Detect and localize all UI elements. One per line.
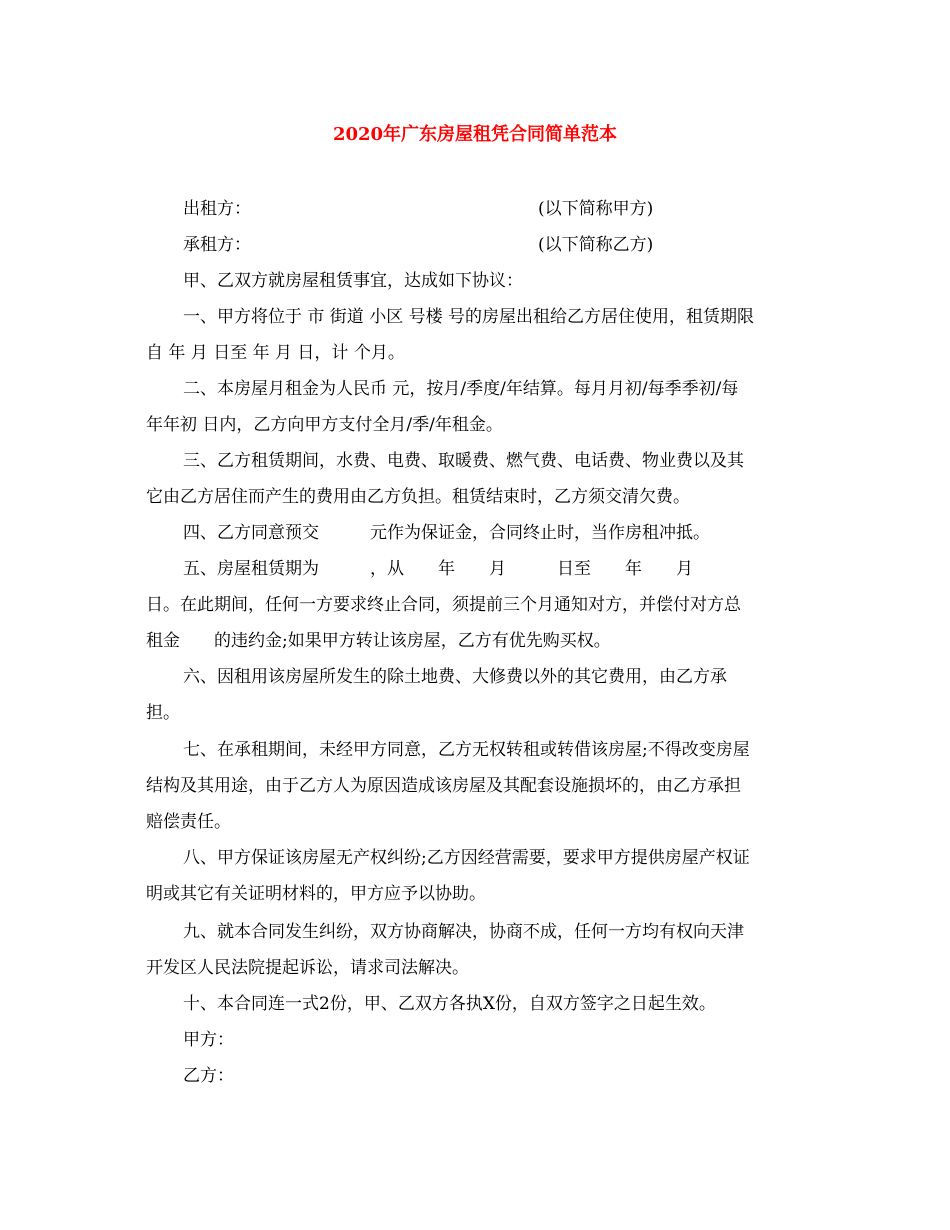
- lessee-label: 承租方：: [183, 235, 251, 255]
- clause8-line2: 明或其它有关证明材料的，甲方应予以协助。: [146, 884, 486, 904]
- clause1-line2: 自 年 月 日至 年 月 日，计 个月。: [146, 343, 405, 363]
- lessee-line: [183, 233, 251, 257]
- signature-party-b: 乙方：: [183, 1066, 234, 1086]
- clause5-line1: 五、房屋租赁期为 ，从 年 月 日至 年 月: [183, 559, 693, 579]
- clause10-line1: 十、本合同连一式2份，甲、乙双方各执X份，自双方签字之日起生效。: [183, 994, 716, 1014]
- clause9-line2: 开发区人民法院提起诉讼，请求司法解决。: [146, 958, 469, 978]
- clause7-line3: 赔偿责任。: [146, 812, 231, 832]
- clause5-line2: 日。在此期间，任何一方要求终止合同，须提前三个月通知对方，并偿付对方总: [146, 595, 741, 615]
- lessor-note: (以下简称甲方): [538, 199, 654, 219]
- clause3-line1: 三、乙方租赁期间，水费、电费、取暖费、燃气费、电话费、物业费以及其: [183, 451, 744, 471]
- signature-party-a: 甲方：: [183, 1030, 234, 1050]
- document-title: 2020年广东房屋租凭合同简单范本: [332, 124, 618, 145]
- clause2-line1: 二、本房屋月租金为人民币 元，按月/季度/年结算。每月月初/每季季初/每: [183, 379, 739, 399]
- lessor-label: 出租方：: [183, 199, 251, 219]
- lessor-line: [183, 197, 251, 221]
- lessee-note: (以下简称乙方): [538, 235, 654, 255]
- clause4-line1: 四、乙方同意预交 元作为保证金，合同终止时，当作房租冲抵。: [183, 523, 710, 543]
- clause1-line1: 一、甲方将位于 市 街道 小区 号楼 号的房屋出租给乙方居住使用，租赁期限: [183, 307, 755, 327]
- clause2-line2: 年年初 日内，乙方向甲方支付全月/季/年租金。: [146, 415, 503, 435]
- clause9-line1: 九、就本合同发生纠纷，双方协商解决，协商不成，任何一方均有权向天津: [183, 922, 744, 942]
- clause3-line2: 它由乙方居住而产生的费用由乙方负担。租赁结束时，乙方须交清欠费。: [146, 487, 690, 507]
- clause6-line1: 六、因租用该房屋所发生的除土地费、大修费以外的其它费用，由乙方承: [183, 667, 727, 687]
- clause7-line2: 结构及其用途，由于乙方人为原因造成该房屋及其配套设施损坏的，由乙方承担: [146, 776, 741, 796]
- intro-paragraph: 甲、乙双方就房屋租赁事宜，达成如下协议：: [183, 271, 523, 291]
- clause8-line1: 八、甲方保证该房屋无产权纠纷;乙方因经营需要，要求甲方提供房屋产权证: [183, 848, 750, 868]
- clause5-line3: 租金 的违约金;如果甲方转让该房屋，乙方有优先购买权。: [146, 631, 611, 651]
- clause7-line1: 七、在承租期间，未经甲方同意，乙方无权转租或转借该房屋;不得改变房屋: [183, 740, 750, 760]
- clause6-line2: 担。: [146, 703, 180, 723]
